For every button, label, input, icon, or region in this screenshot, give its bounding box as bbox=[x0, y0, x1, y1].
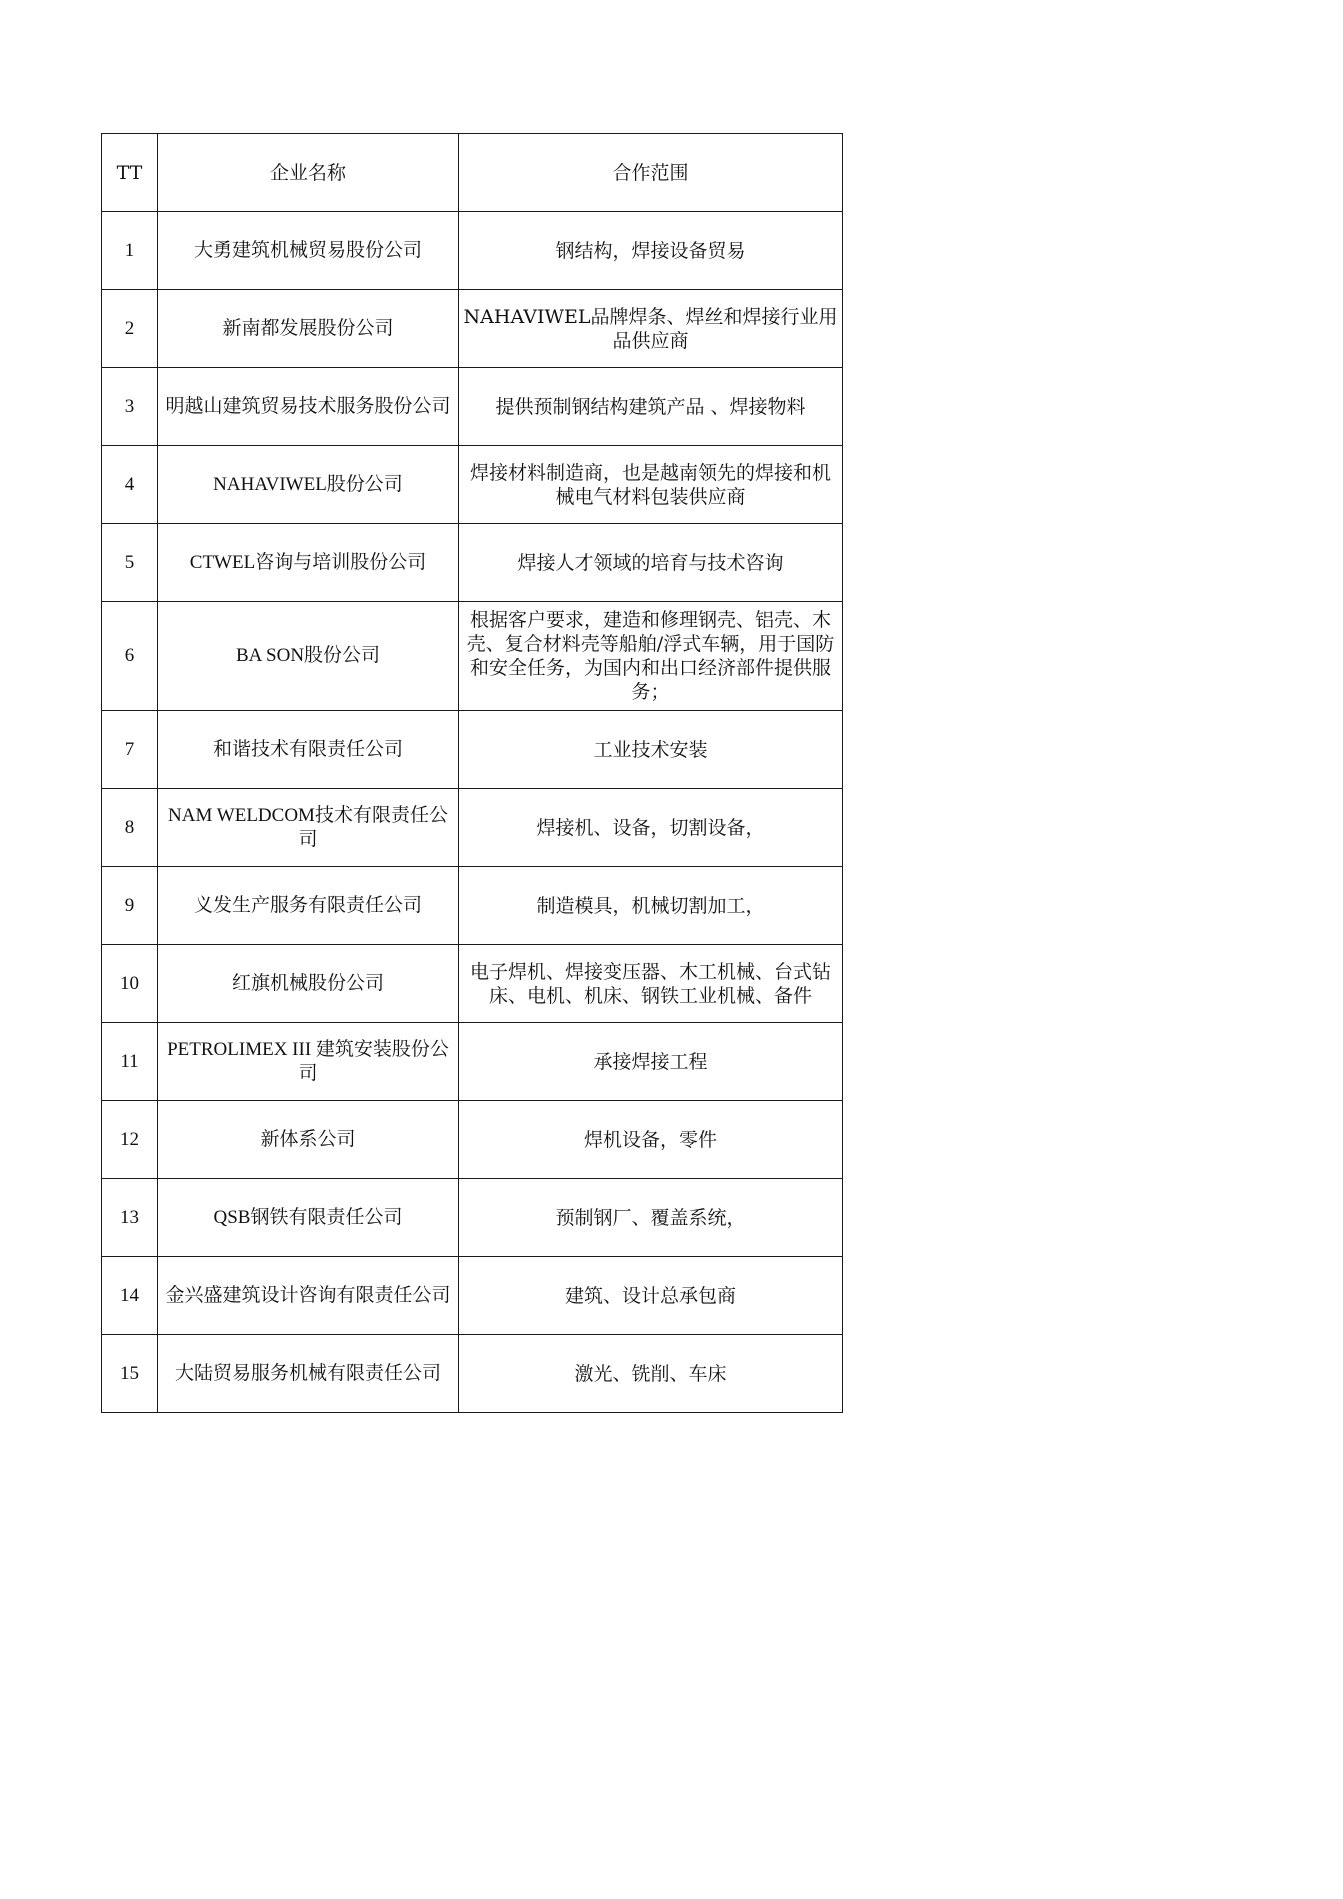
company-name: BA SON股份公司 bbox=[158, 602, 459, 711]
cooperation-scope: 钢结构，焊接设备贸易 bbox=[459, 212, 843, 290]
row-number: 2 bbox=[102, 290, 158, 368]
table-row bbox=[102, 368, 843, 446]
table-row bbox=[102, 945, 843, 1023]
table-row bbox=[102, 602, 843, 711]
cooperation-scope: 制造模具，机械切割加工， bbox=[459, 867, 843, 945]
row-number: 15 bbox=[102, 1335, 158, 1413]
row-number: 10 bbox=[102, 945, 158, 1023]
company-name: NAM WELDCOM技术有限责任公司 bbox=[158, 789, 459, 867]
row-number: 12 bbox=[102, 1101, 158, 1179]
company-name: 新体系公司 bbox=[158, 1101, 459, 1179]
row-number: 14 bbox=[102, 1257, 158, 1335]
table-row bbox=[102, 711, 843, 789]
table-row bbox=[102, 290, 843, 368]
row-number: 9 bbox=[102, 867, 158, 945]
row-number: 3 bbox=[102, 368, 158, 446]
cooperation-scope: 工业技术安装 bbox=[459, 711, 843, 789]
table-row bbox=[102, 212, 843, 290]
company-name: NAHAVIWEL股份公司 bbox=[158, 446, 459, 524]
table-row bbox=[102, 789, 843, 867]
cooperation-scope: 激光、铣削、车床 bbox=[459, 1335, 843, 1413]
cooperation-scope: 焊接机、设备，切割设备， bbox=[459, 789, 843, 867]
header-company-name: 企业名称 bbox=[158, 134, 459, 212]
header-tt: TT bbox=[102, 134, 158, 212]
header-cooperation-scope: 合作范围 bbox=[459, 134, 843, 212]
cooperation-scope: 提供预制钢结构建筑产品 、焊接物料 bbox=[459, 368, 843, 446]
table-header-row bbox=[102, 134, 843, 212]
company-name: 义发生产服务有限责任公司 bbox=[158, 867, 459, 945]
cooperation-scope: 焊接材料制造商，也是越南领先的焊接和机械电气材料包装供应商 bbox=[459, 446, 843, 524]
table-row bbox=[102, 867, 843, 945]
company-name: QSB钢铁有限责任公司 bbox=[158, 1179, 459, 1257]
row-number: 8 bbox=[102, 789, 158, 867]
cooperation-scope: 焊接人才领域的培育与技术咨询 bbox=[459, 524, 843, 602]
table-row bbox=[102, 1101, 843, 1179]
table-row bbox=[102, 1179, 843, 1257]
cooperation-scope: NAHAVIWEL品牌焊条、焊丝和焊接行业用品供应商 bbox=[459, 290, 843, 368]
row-number: 13 bbox=[102, 1179, 158, 1257]
cooperation-scope: 根据客户要求，建造和修理钢壳、铝壳、木壳、复合材料壳等船舶/浮式车辆，用于国防和安全任务，为国内和出口经济部件提供服务； bbox=[459, 602, 843, 711]
company-name: 大勇建筑机械贸易股份公司 bbox=[158, 212, 459, 290]
row-number: 5 bbox=[102, 524, 158, 602]
cooperation-scope: 建筑、设计总承包商 bbox=[459, 1257, 843, 1335]
company-name: 红旗机械股份公司 bbox=[158, 945, 459, 1023]
row-number: 11 bbox=[102, 1023, 158, 1101]
cooperation-scope: 承接焊接工程 bbox=[459, 1023, 843, 1101]
row-number: 1 bbox=[102, 212, 158, 290]
row-number: 4 bbox=[102, 446, 158, 524]
company-name: CTWEL咨询与培训股份公司 bbox=[158, 524, 459, 602]
cooperation-scope: 电子焊机、焊接变压器、木工机械、台式钻床、电机、机床、钢铁工业机械、备件 bbox=[459, 945, 843, 1023]
company-name: 金兴盛建筑设计咨询有限责任公司 bbox=[158, 1257, 459, 1335]
row-number: 6 bbox=[102, 602, 158, 711]
table-row bbox=[102, 1257, 843, 1335]
table-row bbox=[102, 1335, 843, 1413]
partner-companies-table bbox=[101, 133, 843, 1413]
company-name: 大陆贸易服务机械有限责任公司 bbox=[158, 1335, 459, 1413]
company-name: 新南都发展股份公司 bbox=[158, 290, 459, 368]
company-name: PETROLIMEX III 建筑安装股份公司 bbox=[158, 1023, 459, 1101]
cooperation-scope: 焊机设备，零件 bbox=[459, 1101, 843, 1179]
cooperation-scope: 预制钢厂、覆盖系统， bbox=[459, 1179, 843, 1257]
table-row bbox=[102, 446, 843, 524]
table-row bbox=[102, 524, 843, 602]
row-number: 7 bbox=[102, 711, 158, 789]
company-name: 明越山建筑贸易技术服务股份公司 bbox=[158, 368, 459, 446]
table-row bbox=[102, 1023, 843, 1101]
company-name: 和谐技术有限责任公司 bbox=[158, 711, 459, 789]
